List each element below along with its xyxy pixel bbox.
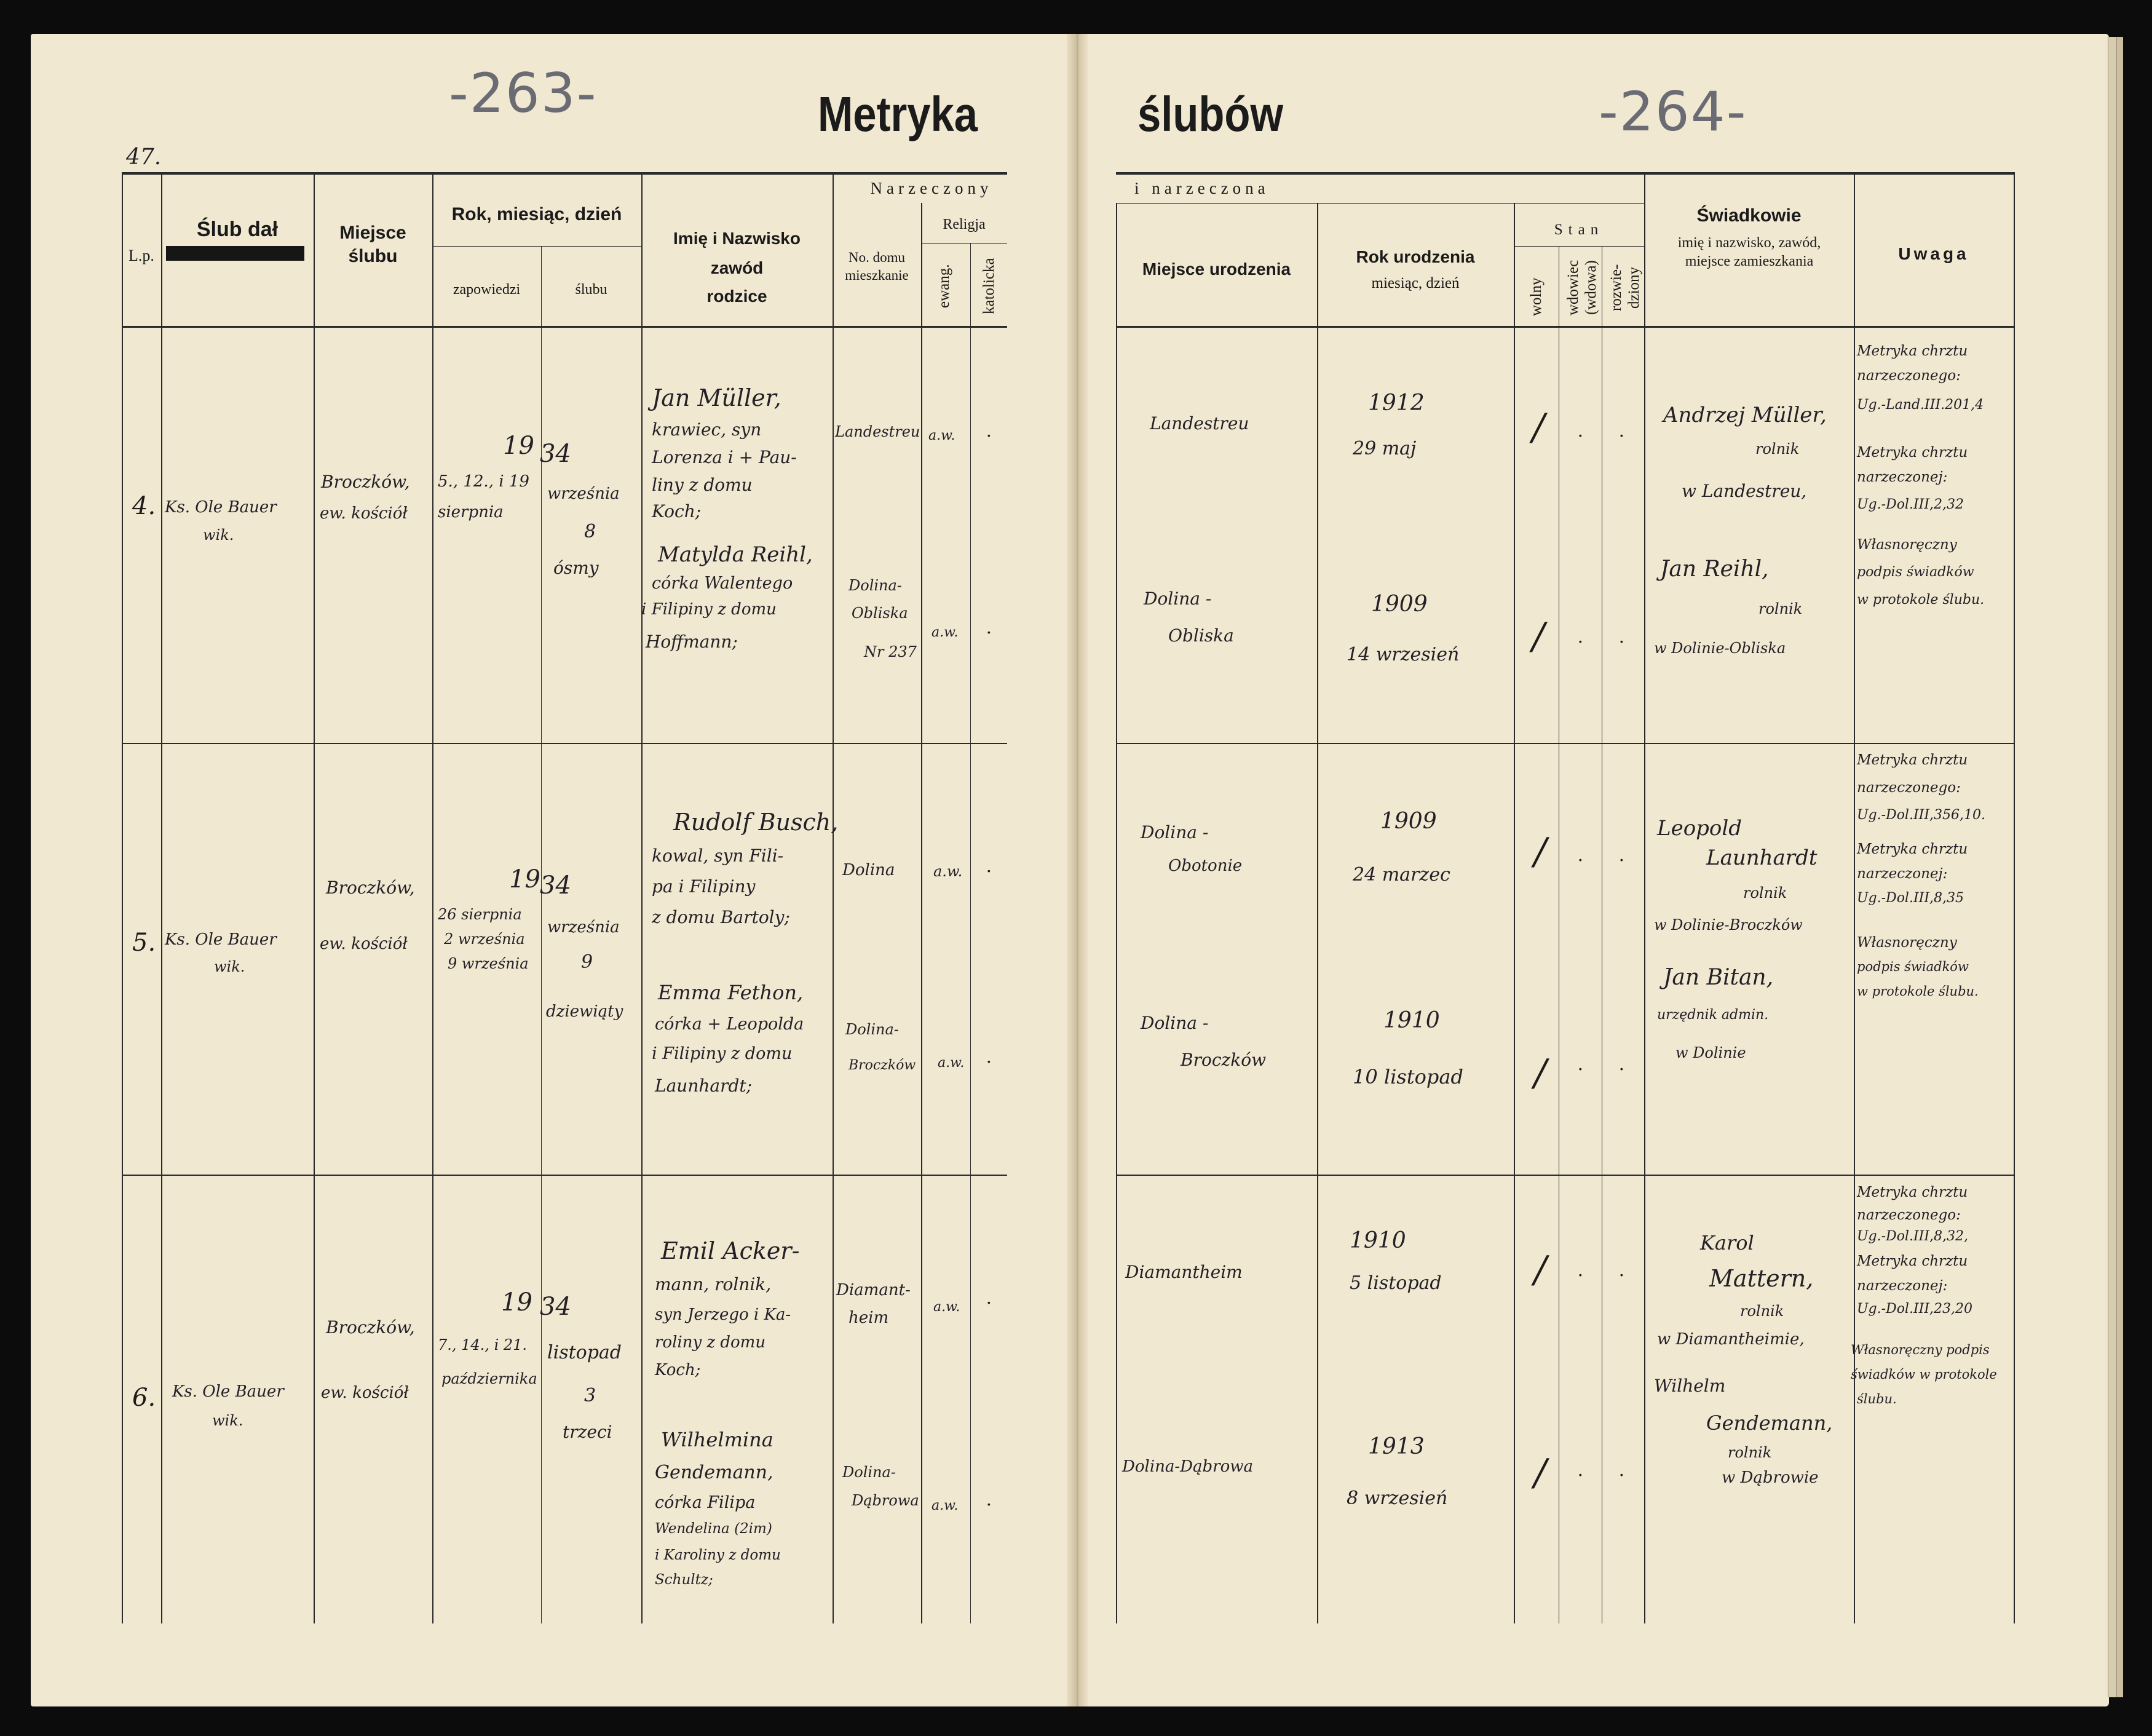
witness-name: Leopold [1657, 816, 1743, 841]
groom-line: Koch; [655, 1361, 701, 1379]
bride-birthplace: Broczków [1181, 1050, 1267, 1070]
note-line: w protokole ślubu. [1857, 592, 1985, 608]
bride-house: Broczków [849, 1058, 916, 1073]
header-swiadkowie-sub: imię i nazwisko, zawód, miejsce zamieszkania [1677, 235, 1821, 269]
witness-occupation: urzędnik admin. [1657, 1007, 1769, 1023]
witness-residence: w Dolinie [1675, 1044, 1746, 1061]
bride-line: córka Walentego [652, 574, 793, 593]
page-number-left: -263- [449, 61, 598, 125]
header-rozwiedziony: rozwie-dziony [1608, 264, 1642, 311]
officiant-title: wik. [212, 1412, 243, 1429]
katolicka-dot: · [986, 1493, 992, 1515]
groom-religion: a.w. [928, 428, 955, 443]
witness-residence: w Dolinie-Broczków [1654, 916, 1803, 933]
wedding-place-church: ew. kościół [320, 935, 408, 953]
groom-birth-year: 1912 [1368, 390, 1425, 416]
note-line: Własnoręczny [1857, 537, 1957, 553]
witness-occupation: rolnik [1758, 600, 1803, 617]
header-i-narzeczona: i narzeczona [1134, 179, 1270, 197]
katolicka-dot: · [986, 621, 992, 643]
groom-line: syn Jerzego i Ka- [655, 1306, 791, 1324]
witness-name: Karol [1700, 1231, 1754, 1254]
bride-line: Gendemann, [655, 1462, 773, 1483]
bride-birthplace: Obliska [1168, 625, 1234, 646]
sheet-number: 47. [126, 145, 162, 170]
note-line: w protokole ślubu. [1857, 984, 1979, 999]
bride-birth-year: 1909 [1371, 592, 1428, 617]
bride-line: i Filipiny z domu [652, 1044, 793, 1063]
katolicka-dot: · [986, 860, 992, 882]
note-line: narzeczonego: [1857, 1207, 1961, 1223]
banns-month: października [441, 1370, 537, 1387]
bride-birth-year: 1913 [1368, 1434, 1425, 1459]
bride-line: Hoffmann; [646, 632, 738, 652]
bride-house: Obliska [852, 604, 908, 622]
header-uwaga: Uwaga [1898, 244, 1969, 263]
wedding-day: 8 [584, 521, 596, 542]
wedding-month: listopad [547, 1342, 622, 1363]
witness-surname: Mattern, [1709, 1265, 1814, 1292]
groom-line: z domu Bartoly; [652, 907, 790, 927]
bride-name: Emma Fethon, [658, 981, 804, 1004]
witness-name: Wilhelm [1654, 1376, 1726, 1396]
banns-date: 26 sierpnia [438, 906, 522, 923]
note-line: Metryka chrztu [1857, 1184, 1968, 1200]
note-line: Ug.-Dol.III,23,20 [1857, 1301, 1973, 1317]
witness-occupation: rolnik [1755, 440, 1800, 458]
bride-line: córka + Leopolda [655, 1015, 804, 1034]
stan-dot: · [1577, 849, 1584, 871]
bride-line: i Karoliny z domu [655, 1547, 781, 1563]
groom-birthplace: Dolina - [1141, 822, 1209, 842]
bride-religion: a.w. [938, 1055, 965, 1071]
wedding-day-words: ósmy [553, 558, 599, 578]
header-slubu: ślubu [575, 282, 607, 298]
officiant: Ks. Ole Bauer [165, 498, 277, 517]
bride-religion: a.w. [932, 1498, 959, 1513]
stan-dot: · [1618, 1058, 1625, 1080]
groom-birth-date: 24 marzec [1353, 864, 1450, 886]
officiant: Ks. Ole Bauer [165, 930, 277, 949]
witness-surname: Gendemann, [1706, 1411, 1833, 1435]
page-edge [2108, 37, 2117, 1697]
bride-house: Dolina- [849, 577, 902, 594]
witness-residence: w Dolinie-Obliska [1654, 640, 1786, 657]
groom-religion: a.w. [933, 1299, 960, 1315]
wedding-place-church: ew. kościół [321, 1384, 409, 1402]
note-line: podpis świadków [1857, 565, 1974, 580]
witness-name: Jan Reihl, [1660, 557, 1769, 582]
groom-line: Koch; [652, 501, 702, 521]
witness-occupation: rolnik [1728, 1444, 1772, 1461]
groom-birth-year: 1909 [1380, 809, 1437, 834]
note-line: Ug.-Dol.III,2,32 [1857, 497, 1964, 512]
wedding-place: Broczków, [326, 878, 415, 898]
witness-occupation: rolnik [1743, 884, 1787, 902]
wedding-month: września [547, 485, 620, 503]
header-swiadkowie: Świadkowie [1696, 205, 1802, 226]
banns-dates: 5., 12., i 19 [438, 472, 529, 491]
wolny-mark: / [1534, 830, 1547, 873]
groom-house: heim [849, 1309, 889, 1327]
note-line: Metryka chrztu [1857, 752, 1968, 768]
wolny-mark: / [1532, 406, 1545, 449]
year-prefix: 19 [503, 432, 534, 460]
record-lp: 6. [132, 1384, 156, 1412]
wedding-day: 9 [581, 951, 593, 973]
header-rok-urodzenia: Rok urodzenia [1356, 247, 1475, 266]
header-ewang: ewang. [936, 264, 952, 308]
page-edge [2116, 37, 2123, 1697]
bride-birth-date: 10 listopad [1353, 1065, 1463, 1088]
note-line: ślubu. [1857, 1392, 1897, 1406]
title-left: Metryka [818, 87, 978, 141]
groom-line: liny z domu [652, 475, 753, 495]
wolny-mark: / [1534, 1052, 1547, 1095]
bride-religion: a.w. [932, 625, 959, 640]
witness-residence: w Dąbrowie [1722, 1468, 1819, 1487]
witness-residence: w Landestreu, [1682, 481, 1807, 501]
witness-surname: Launhardt [1706, 846, 1818, 870]
banns-dates: 7., 14., i 21. [438, 1336, 528, 1354]
note-line: Ug.-Dol.III,8,35 [1857, 890, 1964, 906]
bride-line: Schultz; [655, 1572, 713, 1588]
bride-line: i Filipiny z domu [641, 600, 777, 619]
note-line: świadków w protokole [1851, 1367, 1997, 1382]
groom-name: Emil Acker- [661, 1237, 800, 1264]
bride-house: Dolina- [842, 1464, 896, 1481]
groom-birth-year: 1910 [1350, 1228, 1406, 1253]
groom-birthplace: Landestreu [1150, 413, 1249, 434]
note-line: Własnoręczny podpis [1851, 1342, 1990, 1357]
wolny-mark: / [1532, 615, 1545, 658]
groom-birth-date: 29 maj [1353, 438, 1417, 459]
groom-line: mann, rolnik, [655, 1274, 772, 1294]
stan-dot: · [1618, 630, 1625, 652]
stan-dot: · [1577, 1058, 1584, 1080]
wedding-place: Broczków, [326, 1317, 415, 1338]
officiant-title: wik. [214, 958, 245, 975]
header-rodzice: rodzice [706, 287, 767, 306]
groom-house: Dolina [842, 861, 895, 879]
page-number-right: -264- [1599, 80, 1747, 143]
stan-dot: · [1577, 1464, 1584, 1486]
bride-house: Dolina- [845, 1021, 899, 1038]
header-zawod: zawód [710, 258, 764, 277]
note-line: Metryka chrztu [1857, 1253, 1968, 1269]
bride-line: Wendelina (2im) [655, 1521, 772, 1537]
header-religja: Religja [943, 216, 986, 232]
groom-line: krawiec, syn [652, 419, 762, 440]
year-prefix: 19 [501, 1288, 532, 1317]
wolny-mark: / [1534, 1248, 1547, 1291]
groom-line: kowal, syn Fili- [652, 846, 784, 866]
header-miesiac-dzien: miesiąc, dzień [1371, 275, 1460, 291]
header-miejsce-urodzenia: Miejsce urodzenia [1142, 260, 1291, 279]
bride-line: córka Filipa [655, 1493, 756, 1512]
witness-residence: w Diamantheimie, [1657, 1330, 1805, 1349]
groom-birth-date: 5 listopad [1350, 1272, 1442, 1294]
note-line: narzeczonego: [1857, 368, 1961, 384]
header-lp: L.p. [129, 247, 154, 264]
header-katolicka: katolicka [981, 258, 997, 314]
bride-line: Launhardt; [655, 1076, 753, 1096]
header-stan: Stan [1554, 221, 1604, 238]
header-miejsce-slubu: Miejsce ślubu [339, 223, 406, 266]
wedding-place-church: ew. kościół [320, 504, 408, 523]
header-rok-miesiac-dzien: Rok, miesiąc, dzień [451, 204, 622, 224]
stan-dot: · [1618, 424, 1625, 446]
banns-date: 2 września [444, 930, 525, 948]
stan-dot: · [1577, 1264, 1584, 1286]
witness-name: Andrzej Müller, [1663, 403, 1827, 427]
groom-religion: a.w. [933, 863, 963, 880]
bride-birthplace: Dolina-Dąbrowa [1122, 1457, 1253, 1476]
header-zapowiedzi: zapowiedzi [453, 282, 521, 298]
bride-house: Dąbrowa [852, 1492, 919, 1509]
header-imie-nazwisko: Imię i Nazwisko [673, 229, 801, 248]
note-line: narzeczonej: [1857, 469, 1948, 485]
header-no-domu: No. domu mieszkanie [845, 250, 909, 283]
redacted-heading [166, 246, 304, 261]
header-wdowiec: wdowiec (wdowa) [1565, 260, 1599, 315]
stan-dot: · [1618, 1464, 1625, 1486]
stan-dot: · [1618, 1264, 1625, 1286]
groom-birthplace: Diamantheim [1125, 1262, 1243, 1282]
wedding-day: 3 [584, 1385, 596, 1406]
wedding-month: września [547, 918, 620, 937]
record-lp: 5. [132, 929, 156, 957]
header-slub-dal: Ślub dał [196, 218, 279, 241]
wedding-day-words: dziewiąty [546, 1002, 623, 1021]
header-narzeczony: Narzeczony [870, 179, 993, 197]
banns-month: sierpnia [438, 503, 504, 521]
groom-birthplace: Obotonie [1168, 857, 1243, 875]
bride-name: Matylda Reihl, [658, 542, 813, 567]
officiant: Ks. Ole Bauer [172, 1382, 284, 1401]
note-line: Ug.-Dol.III,8,32, [1857, 1229, 1969, 1244]
wedding-place: Broczków, [321, 472, 410, 492]
note-line: Metryka chrztu [1857, 841, 1968, 857]
year-suffix: 34 [540, 1293, 571, 1321]
katolicka-dot: · [986, 424, 992, 446]
year-suffix: 34 [540, 871, 571, 900]
bride-name: Wilhelmina [661, 1428, 773, 1451]
wolny-mark: / [1534, 1451, 1547, 1494]
note-line: Metryka chrztu [1857, 343, 1968, 359]
bride-house-number: Nr 237 [864, 643, 917, 660]
title-right: ślubów [1137, 87, 1283, 141]
bride-birth-date: 8 wrzesień [1347, 1488, 1448, 1509]
bride-birthplace: Dolina - [1141, 1013, 1209, 1033]
header-wolny: wolny [1528, 277, 1545, 316]
stan-dot: · [1577, 630, 1584, 652]
year-prefix: 19 [509, 865, 540, 894]
note-line: podpis świadków [1857, 959, 1969, 974]
stan-dot: · [1577, 424, 1584, 446]
banns-date: 9 września [448, 955, 529, 972]
year-suffix: 34 [540, 440, 571, 468]
book-gutter [1067, 34, 1088, 1706]
groom-line: Lorenza i + Pau- [652, 447, 797, 467]
bride-birth-year: 1910 [1383, 1008, 1440, 1033]
bride-birth-date: 14 wrzesień [1347, 644, 1460, 665]
groom-line: pa i Filipiny [652, 876, 756, 897]
note-line: Ug.-Land.III.201,4 [1857, 397, 1984, 413]
note-line: Własnoręczny [1857, 935, 1957, 951]
katolicka-dot: · [986, 1050, 992, 1072]
witness-occupation: rolnik [1740, 1302, 1784, 1320]
note-line: Metryka chrztu [1857, 445, 1968, 461]
groom-line: roliny z domu [655, 1333, 766, 1352]
note-line: narzeczonego: [1857, 780, 1961, 796]
bride-birthplace: Dolina - [1144, 589, 1212, 609]
katolicka-dot: · [986, 1291, 992, 1314]
stan-dot: · [1618, 849, 1625, 871]
note-line: narzeczonej: [1857, 1278, 1948, 1294]
officiant-title: wik. [203, 526, 234, 544]
note-line: narzeczonej: [1857, 866, 1948, 882]
groom-house: Landestreu [835, 423, 920, 440]
groom-name: Rudolf Busch, [673, 809, 839, 836]
witness-name: Jan Bitan, [1663, 965, 1774, 990]
groom-name: Jan Müller, [652, 384, 781, 411]
groom-house: Diamant- [836, 1281, 911, 1299]
record-lp: 4. [132, 492, 156, 520]
wedding-day-words: trzeci [563, 1422, 612, 1442]
note-line: Ug.-Dol.III,356,10. [1857, 807, 1985, 823]
